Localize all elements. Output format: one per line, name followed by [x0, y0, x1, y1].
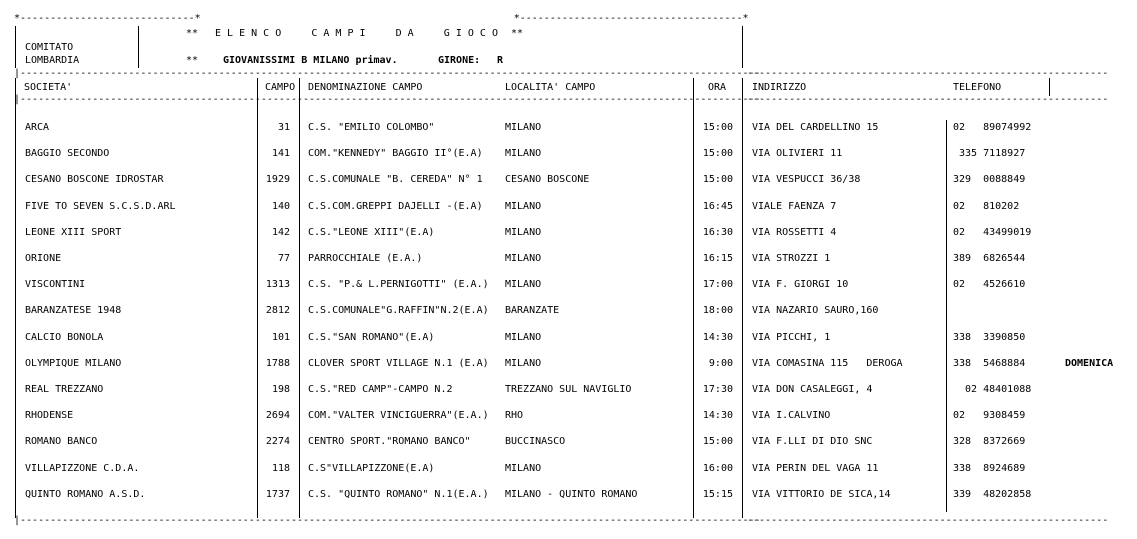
- col-header-campo: CAMPO: [265, 82, 296, 93]
- cell-campo: 198: [271, 384, 290, 395]
- cell-indirizzo: VIA F.LLI DI DIO SNC: [752, 436, 873, 447]
- cell-telefono: 335 7118927: [953, 148, 1026, 159]
- cell-localita: MILANO: [505, 201, 542, 212]
- cell-societa: VISCONTINI: [25, 279, 86, 290]
- header-left-border: [15, 26, 16, 68]
- committee-line2: LOMBARDIA: [25, 55, 80, 66]
- cell-ora: 9:00: [708, 358, 733, 369]
- header-bottom-rule-left: |---------------------------------------------------------------------------------------------------------------------------: [14, 94, 761, 105]
- cell-telefono: 02 810202: [953, 201, 1020, 212]
- cell-indirizzo: VIA I.CALVINO: [752, 410, 831, 421]
- cell-campo: 31: [277, 122, 290, 133]
- cell-societa: LEONE XIII SPORT: [25, 227, 122, 238]
- cell-societa: ROMANO BANCO: [25, 436, 98, 447]
- cell-campo: 1313: [265, 279, 290, 290]
- cell-ora: 16:30: [702, 227, 733, 238]
- group-label: GIRONE:: [438, 55, 481, 66]
- cell-ora: 18:00: [702, 305, 733, 316]
- cell-societa: REAL TREZZANO: [25, 384, 104, 395]
- cell-ora: 15:15: [702, 489, 733, 500]
- cell-localita: MILANO: [505, 148, 542, 159]
- cell-localita: TREZZANO SUL NAVIGLIO: [505, 384, 632, 395]
- cell-telefono: 02 48401088: [953, 384, 1032, 395]
- title-suffix: **: [511, 28, 524, 39]
- col-sep-right-header: [1049, 78, 1050, 96]
- cell-telefono: 02 4526610: [953, 279, 1026, 290]
- cell-ora: 15:00: [702, 148, 733, 159]
- cell-telefono: 338 8924689: [953, 463, 1026, 474]
- cell-indirizzo: VIALE FAENZA 7: [752, 201, 837, 212]
- table-bottom-rule-left: |---------------------------------------------------------------------------------------------------------------------------: [14, 515, 761, 526]
- cell-denominazione: C.S."LEONE XIII"(E.A): [308, 227, 435, 238]
- cell-telefono: 339 48202858: [953, 489, 1032, 500]
- col-sep-denominazione: [299, 78, 300, 518]
- cell-campo: 2274: [265, 436, 290, 447]
- cell-indirizzo: VIA COMASINA 115 DEROGA: [752, 358, 903, 369]
- cell-localita: MILANO: [505, 227, 542, 238]
- cell-denominazione: PARROCCHIALE (E.A.): [308, 253, 423, 264]
- table-top-rule-left: |---------------------------------------------------------------------------------------------------------------------------: [14, 68, 761, 79]
- cell-denominazione: COM."KENNEDY" BAGGIO II°(E.A): [308, 148, 483, 159]
- cell-campo: 118: [271, 463, 290, 474]
- cell-societa: BARANZATESE 1948: [25, 305, 122, 316]
- cell-ora: 17:00: [702, 279, 733, 290]
- col-header-societa: SOCIETA': [24, 82, 73, 93]
- col-sep-ora: [693, 78, 694, 518]
- cell-localita: BARANZATE: [505, 305, 560, 316]
- cell-societa: ORIONE: [25, 253, 62, 264]
- cell-campo: 1929: [265, 174, 290, 185]
- cell-campo: 141: [271, 148, 290, 159]
- cell-note: DOMENICA: [1065, 358, 1114, 369]
- cell-ora: 15:00: [702, 122, 733, 133]
- cell-denominazione: C.S"VILLAPIZZONE(E.A): [308, 463, 435, 474]
- cell-societa: CALCIO BONOLA: [25, 332, 104, 343]
- cell-localita: BUCCINASCO: [505, 436, 566, 447]
- header-bottom-rule-right: ------------------------------------------------------------: [747, 94, 1109, 105]
- cell-societa: QUINTO ROMANO A.S.D.: [25, 489, 146, 500]
- cell-denominazione: C.S.COMUNALE"G.RAFFIN"N.2(E.A): [308, 305, 489, 316]
- col-header-ora: ORA: [708, 82, 727, 93]
- cell-societa: VILLAPIZZONE C.D.A.: [25, 463, 140, 474]
- cell-ora: 16:00: [702, 463, 733, 474]
- cell-denominazione: CLOVER SPORT VILLAGE N.1 (E.A): [308, 358, 489, 369]
- cell-indirizzo: VIA DEL CARDELLINO 15: [752, 122, 879, 133]
- cell-campo: 1737: [265, 489, 290, 500]
- cell-campo: 2694: [265, 410, 290, 421]
- group-value: R: [497, 55, 504, 66]
- col-sep-telefono: [946, 120, 947, 512]
- cell-localita: MILANO: [505, 332, 542, 343]
- cell-denominazione: C.S."SAN ROMANO"(E.A): [308, 332, 435, 343]
- cell-telefono: 02 9308459: [953, 410, 1026, 421]
- cell-localita: MILANO: [505, 253, 542, 264]
- header-right-border: [742, 26, 743, 68]
- cell-ora: 14:30: [702, 332, 733, 343]
- cell-ora: 16:45: [702, 201, 733, 212]
- col-header-denominazione: DENOMINAZIONE CAMPO: [308, 82, 423, 93]
- cell-ora: 16:15: [702, 253, 733, 264]
- cell-localita: MILANO: [505, 122, 542, 133]
- cell-telefono: 338 5468884: [953, 358, 1026, 369]
- cell-localita: RHO: [505, 410, 524, 421]
- cell-telefono: 02 43499019: [953, 227, 1032, 238]
- cell-campo: 1788: [265, 358, 290, 369]
- cell-societa: BAGGIO SECONDO: [25, 148, 110, 159]
- cell-denominazione: C.S.COMUNALE "B. CEREDA" N° 1: [308, 174, 483, 185]
- cell-denominazione: C.S. "P.& L.PERNIGOTTI" (E.A.): [308, 279, 489, 290]
- cell-indirizzo: VIA PERIN DEL VAGA 11: [752, 463, 879, 474]
- cell-societa: RHODENSE: [25, 410, 74, 421]
- col-sep-indirizzo: [742, 78, 743, 518]
- cell-campo: 140: [271, 201, 290, 212]
- cell-campo: 77: [277, 253, 290, 264]
- cell-indirizzo: VIA F. GIORGI 10: [752, 279, 849, 290]
- cell-ora: 17:30: [702, 384, 733, 395]
- cell-indirizzo: VIA STROZZI 1: [752, 253, 831, 264]
- header-divider: [138, 26, 139, 68]
- cell-societa: OLYMPIQUE MILANO: [25, 358, 122, 369]
- committee-line1: COMITATO: [25, 42, 74, 53]
- cell-localita: MILANO: [505, 358, 542, 369]
- table-top-rule-right: ------------------------------------------------------------: [747, 68, 1109, 79]
- cell-localita: MILANO - QUINTO ROMANO: [505, 489, 638, 500]
- cell-telefono: 389 6826544: [953, 253, 1026, 264]
- category-prefix: **: [186, 55, 199, 66]
- header-top-rule: *-----------------------------* *-------------------------------------*: [14, 13, 749, 24]
- cell-denominazione: COM."VALTER VINCIGUERRA"(E.A.): [308, 410, 489, 421]
- cell-ora: 15:00: [702, 174, 733, 185]
- cell-telefono: 328 8372669: [953, 436, 1026, 447]
- col-sep-left: [15, 78, 16, 518]
- cell-localita: MILANO: [505, 463, 542, 474]
- cell-ora: 14:30: [702, 410, 733, 421]
- col-header-indirizzo: INDIRIZZO: [752, 82, 807, 93]
- cell-campo: 142: [271, 227, 290, 238]
- cell-localita: MILANO: [505, 279, 542, 290]
- cell-campo: 101: [271, 332, 290, 343]
- page-title: E L E N C O C A M P I D A G I O C O: [215, 28, 498, 39]
- cell-denominazione: CENTRO SPORT."ROMANO BANCO": [308, 436, 471, 447]
- category-title: GIOVANISSIMI B MILANO primav.: [223, 55, 398, 66]
- cell-denominazione: C.S.COM.GREPPI DAJELLI -(E.A): [308, 201, 483, 212]
- title-prefix: **: [186, 28, 199, 39]
- cell-telefono: 329 0088849: [953, 174, 1026, 185]
- cell-indirizzo: VIA VITTORIO DE SICA,14: [752, 489, 891, 500]
- cell-telefono: 338 3390850: [953, 332, 1026, 343]
- cell-denominazione: C.S. "EMILIO COLOMBO": [308, 122, 435, 133]
- cell-indirizzo: VIA PICCHI, 1: [752, 332, 831, 343]
- cell-indirizzo: VIA VESPUCCI 36/38: [752, 174, 861, 185]
- cell-denominazione: C.S."RED CAMP"-CAMPO N.2: [308, 384, 453, 395]
- cell-indirizzo: VIA OLIVIERI 11: [752, 148, 843, 159]
- table-bottom-rule-right: ------------------------------------------------------------: [747, 515, 1109, 526]
- cell-ora: 15:00: [702, 436, 733, 447]
- cell-localita: CESANO BOSCONE: [505, 174, 590, 185]
- cell-societa: ARCA: [25, 122, 50, 133]
- col-sep-campo: [257, 78, 258, 518]
- cell-societa: CESANO BOSCONE IDROSTAR: [25, 174, 164, 185]
- cell-telefono: 02 89074992: [953, 122, 1032, 133]
- cell-societa: FIVE TO SEVEN S.C.S.D.ARL: [25, 201, 176, 212]
- col-header-localita: LOCALITA' CAMPO: [505, 82, 596, 93]
- cell-indirizzo: VIA ROSSETTI 4: [752, 227, 837, 238]
- cell-campo: 2812: [265, 305, 290, 316]
- col-header-telefono: TELEFONO: [953, 82, 1002, 93]
- cell-indirizzo: VIA NAZARIO SAURO,160: [752, 305, 879, 316]
- cell-indirizzo: VIA DON CASALEGGI, 4: [752, 384, 873, 395]
- cell-denominazione: C.S. "QUINTO ROMANO" N.1(E.A.): [308, 489, 489, 500]
